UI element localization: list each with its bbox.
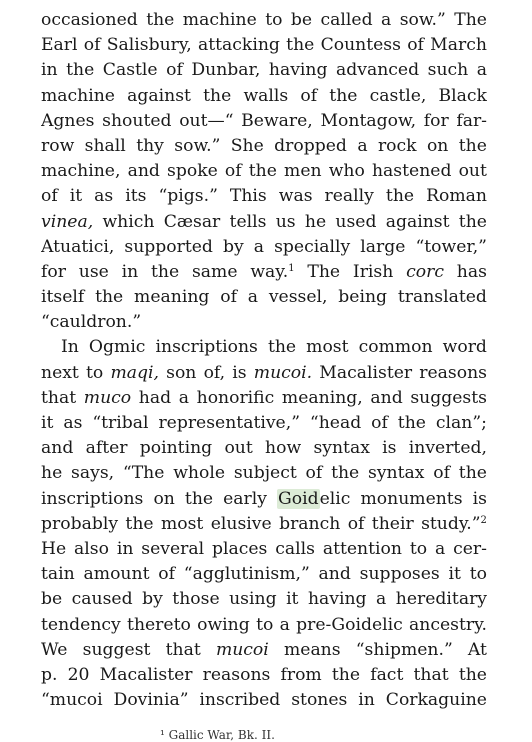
word: mucoi.	[253, 362, 313, 383]
word: Agnes	[41, 110, 95, 131]
word: from	[280, 664, 322, 685]
word: cer-	[453, 538, 487, 559]
word: the	[151, 261, 180, 282]
word: a	[376, 589, 387, 610]
word: in	[41, 60, 58, 81]
word: word	[442, 337, 487, 358]
footnote-marker: 2	[480, 514, 487, 526]
word: This	[229, 186, 267, 207]
word: muco	[83, 387, 132, 408]
word: hastened	[371, 161, 452, 182]
word: that	[413, 664, 449, 685]
word: Montagow,	[320, 110, 417, 131]
word: the	[286, 35, 315, 56]
word: shall	[84, 135, 126, 156]
word: being	[338, 287, 388, 308]
text-line-1	[41, 8, 487, 33]
word: to	[409, 538, 428, 559]
word: using	[229, 589, 277, 610]
word: the	[125, 513, 154, 534]
word: such	[427, 60, 469, 81]
word: row	[41, 135, 75, 156]
word: was	[278, 186, 313, 207]
word: common	[358, 337, 433, 358]
word: says,	[71, 463, 115, 484]
word: vinea,	[41, 211, 94, 232]
word: a	[357, 135, 368, 156]
word: calls	[275, 538, 315, 559]
word: places	[212, 538, 268, 559]
word: Macalister	[99, 664, 193, 685]
text-line-5	[41, 109, 487, 134]
word: for	[423, 110, 449, 131]
word: the	[329, 85, 358, 106]
word: inverted,	[408, 438, 487, 459]
word: walls	[243, 85, 289, 106]
word: he	[304, 211, 327, 232]
word: 20	[67, 664, 90, 685]
word: has	[456, 261, 487, 282]
text-line-16	[41, 386, 487, 411]
word: subject	[233, 463, 297, 484]
word: dropped	[274, 135, 347, 156]
word: of	[305, 463, 323, 484]
word: those	[172, 589, 220, 610]
word: supported	[124, 236, 213, 257]
word: stones	[291, 690, 348, 711]
word: most	[160, 513, 204, 534]
word: itself	[41, 287, 85, 308]
word: “tower,”	[415, 236, 487, 257]
word: Countess	[320, 35, 401, 56]
word: pointing	[139, 438, 213, 459]
word-with-footnote	[250, 260, 294, 285]
word: a	[434, 538, 446, 559]
text-line-18	[41, 436, 487, 461]
word: several	[141, 538, 205, 559]
footnote-fragment: ¹ Gallic War, Bk. II.	[160, 728, 275, 742]
word: specially	[274, 236, 351, 257]
word: after	[85, 438, 128, 459]
word: a	[178, 387, 189, 408]
word: to	[86, 362, 104, 383]
word: out	[224, 438, 253, 459]
word: a	[253, 236, 265, 257]
word: it	[286, 589, 299, 610]
word: in	[358, 690, 375, 711]
word: hereditary	[395, 589, 487, 610]
word: “pigs.”	[158, 186, 218, 207]
word: advanced	[336, 60, 420, 81]
word: machine,	[41, 161, 121, 182]
word: Corkaguine	[385, 690, 487, 711]
word: translated	[397, 287, 487, 308]
word: out	[458, 161, 487, 182]
word: amount	[83, 564, 150, 585]
word: March	[430, 35, 487, 56]
word: The	[307, 261, 341, 282]
word: inscriptions	[41, 488, 144, 509]
word: and	[127, 161, 160, 182]
word: owing	[197, 614, 250, 635]
word: She	[230, 135, 264, 156]
word: called	[320, 10, 373, 30]
word: their	[371, 513, 414, 534]
word: early	[223, 488, 267, 509]
word: castle,	[369, 85, 427, 106]
word: had	[138, 387, 172, 408]
word: caused	[71, 589, 133, 610]
word: of	[224, 161, 242, 182]
word: attention	[322, 538, 402, 559]
word: Roman	[426, 186, 487, 207]
word: is	[232, 362, 247, 383]
word: fact	[370, 664, 404, 685]
word: of	[158, 564, 175, 585]
word: against	[127, 85, 191, 106]
word: elusive	[210, 513, 272, 534]
word: probably	[41, 513, 119, 534]
word: of	[220, 287, 237, 308]
word: the	[146, 10, 175, 30]
word: In	[61, 337, 79, 358]
word: corc	[406, 261, 444, 282]
word: of	[347, 513, 365, 534]
word: and	[41, 438, 74, 459]
word: a	[279, 614, 290, 635]
word: Black	[438, 85, 487, 106]
word: sow.”	[174, 135, 221, 156]
word: and	[318, 564, 351, 585]
word: out—“	[179, 110, 234, 131]
word: At	[467, 639, 487, 660]
word: it	[448, 564, 461, 585]
word: Ogmic	[88, 337, 146, 358]
text-line-24	[41, 587, 487, 612]
word: The	[454, 10, 487, 30]
word: spoke	[167, 161, 218, 182]
word: the	[331, 664, 361, 685]
text-line-7	[41, 159, 487, 184]
word: “cauldron.”	[41, 312, 142, 333]
word: be	[290, 10, 313, 30]
word: means	[283, 639, 341, 660]
text-line-12	[41, 285, 487, 310]
word: that	[165, 639, 201, 660]
word: of	[83, 35, 101, 56]
word: same	[191, 261, 238, 282]
word: the	[458, 211, 487, 232]
word: monuments	[360, 488, 463, 509]
word: the	[331, 463, 360, 484]
word: “shipmen.”	[355, 639, 453, 660]
word: by	[142, 589, 163, 610]
word: having	[268, 60, 328, 81]
word: supposes	[359, 564, 440, 585]
text-line-14	[41, 335, 487, 360]
word: clan”;	[435, 413, 487, 433]
word: most	[306, 337, 349, 358]
word-with-footnote	[421, 512, 487, 537]
word: in	[116, 538, 134, 559]
text-line-25	[41, 613, 487, 638]
word: the	[385, 186, 415, 207]
text-line-2	[41, 33, 487, 58]
word: and	[370, 387, 403, 408]
word: as	[94, 186, 114, 207]
text-line-23	[41, 562, 487, 587]
word: the	[397, 413, 426, 433]
word: tells	[229, 211, 267, 232]
word: as	[63, 413, 83, 433]
word: large	[360, 236, 406, 257]
word: He	[41, 538, 67, 559]
word: the	[267, 337, 297, 358]
word: the	[248, 161, 277, 182]
word: meaning,	[281, 387, 363, 408]
text-line-20	[41, 487, 487, 512]
word: of	[300, 85, 318, 106]
word: of,	[203, 362, 226, 383]
word: the	[458, 664, 487, 685]
word: to	[265, 10, 283, 30]
word: inscriptions	[155, 337, 258, 358]
word: pre-Goidelic	[296, 614, 403, 635]
word: branch	[279, 513, 341, 534]
word: the	[95, 287, 124, 308]
word: suggests	[410, 387, 487, 408]
word: “tribal	[92, 413, 149, 433]
word: machine	[182, 10, 257, 30]
text-line-21	[41, 512, 487, 537]
word: to	[469, 564, 487, 585]
word: it	[41, 413, 54, 433]
word: machine	[41, 85, 115, 106]
word: ancestry.	[409, 614, 487, 635]
word: in	[121, 261, 139, 282]
word: of	[41, 186, 58, 207]
search-highlight: Goid	[278, 488, 319, 509]
word: maqi,	[110, 362, 159, 383]
word: how	[265, 438, 302, 459]
word: meaning	[134, 287, 210, 308]
text-line-15	[41, 361, 487, 386]
word: “agglutinism,”	[183, 564, 310, 585]
word: by	[223, 236, 244, 257]
word: used	[335, 211, 377, 232]
word: mucoi	[215, 639, 269, 660]
word: attacking	[198, 35, 280, 56]
word: Dunbar,	[191, 60, 261, 81]
word: the	[184, 488, 214, 509]
word: of	[371, 413, 388, 433]
text-line-6	[41, 134, 487, 159]
word: honorific	[196, 387, 275, 408]
word: of	[433, 463, 450, 484]
word: the	[203, 85, 232, 106]
word: shouted	[102, 110, 172, 131]
word: really	[324, 186, 374, 207]
word: syntax	[313, 438, 370, 459]
word: that	[41, 387, 77, 408]
word: is	[382, 438, 397, 459]
word: study.”	[421, 513, 481, 534]
word: Irish	[352, 261, 394, 282]
word: a	[381, 10, 392, 30]
text-line-8	[41, 184, 487, 209]
word: tain	[41, 564, 75, 585]
word: thereto	[127, 614, 191, 635]
word: “The	[122, 463, 165, 484]
word: suggest	[82, 639, 151, 660]
word: thy	[136, 135, 164, 156]
word: “mucoi	[41, 690, 103, 711]
word: against	[385, 211, 450, 232]
word: Atuatici,	[41, 236, 115, 257]
word: for	[41, 261, 66, 282]
text-line-27	[41, 663, 487, 688]
book-page-text	[41, 8, 487, 713]
text-line-9	[41, 210, 487, 235]
word: way.	[250, 261, 289, 282]
word: Macalister	[319, 362, 413, 383]
word: use	[78, 261, 109, 282]
word: son	[166, 362, 197, 383]
word: is	[472, 488, 487, 509]
word: who	[328, 161, 365, 182]
word: a	[247, 287, 258, 308]
word: of	[407, 35, 424, 56]
word: vessel,	[268, 287, 328, 308]
text-line-13	[41, 310, 487, 335]
word: occasioned	[41, 10, 138, 30]
word: We	[41, 639, 68, 660]
text-line-26	[41, 638, 487, 663]
word: p.	[41, 664, 58, 685]
word: Dovinia”	[113, 690, 189, 711]
word: tendency	[41, 614, 121, 635]
text-line-11	[41, 260, 487, 285]
word: inscribed	[199, 690, 281, 711]
word: the	[66, 60, 95, 81]
word: rock	[377, 135, 417, 156]
word: next	[41, 362, 79, 383]
word: on	[153, 488, 175, 509]
word: Beware,	[241, 110, 313, 131]
word: the	[458, 463, 487, 484]
word: men	[284, 161, 322, 182]
word: on	[426, 135, 449, 156]
word: syntax	[368, 463, 425, 484]
word: to	[256, 614, 274, 635]
word: Earl	[41, 35, 78, 56]
word-remainder: elic	[319, 488, 351, 509]
word: reasons	[419, 362, 487, 383]
text-line-22	[41, 537, 487, 562]
word: sow.”	[399, 10, 446, 30]
word: reasons	[202, 664, 271, 685]
word: which	[102, 211, 155, 232]
word: representative,”	[158, 413, 300, 433]
word: its	[125, 186, 147, 207]
text-line-3	[41, 58, 487, 83]
word: “head	[309, 413, 362, 433]
text-line-28	[41, 688, 487, 713]
footnote-marker: 1	[288, 262, 295, 274]
text-line-17	[41, 411, 487, 436]
word: Cæsar	[163, 211, 221, 232]
word: us	[275, 211, 296, 232]
word: a	[476, 60, 487, 81]
word: it	[69, 186, 83, 207]
word: be	[41, 589, 63, 610]
highlighted-word-goidelic[interactable]	[277, 487, 350, 512]
word: of	[166, 60, 183, 81]
text-line-4	[41, 84, 487, 109]
word: far-	[456, 110, 487, 131]
word: Salisbury,	[106, 35, 192, 56]
word: he	[41, 463, 63, 484]
word: also	[74, 538, 109, 559]
text-line-10	[41, 235, 487, 260]
text-line-19	[41, 461, 487, 486]
word: having	[307, 589, 367, 610]
word: Castle	[102, 60, 158, 81]
word: whole	[173, 463, 226, 484]
word: the	[458, 135, 487, 156]
